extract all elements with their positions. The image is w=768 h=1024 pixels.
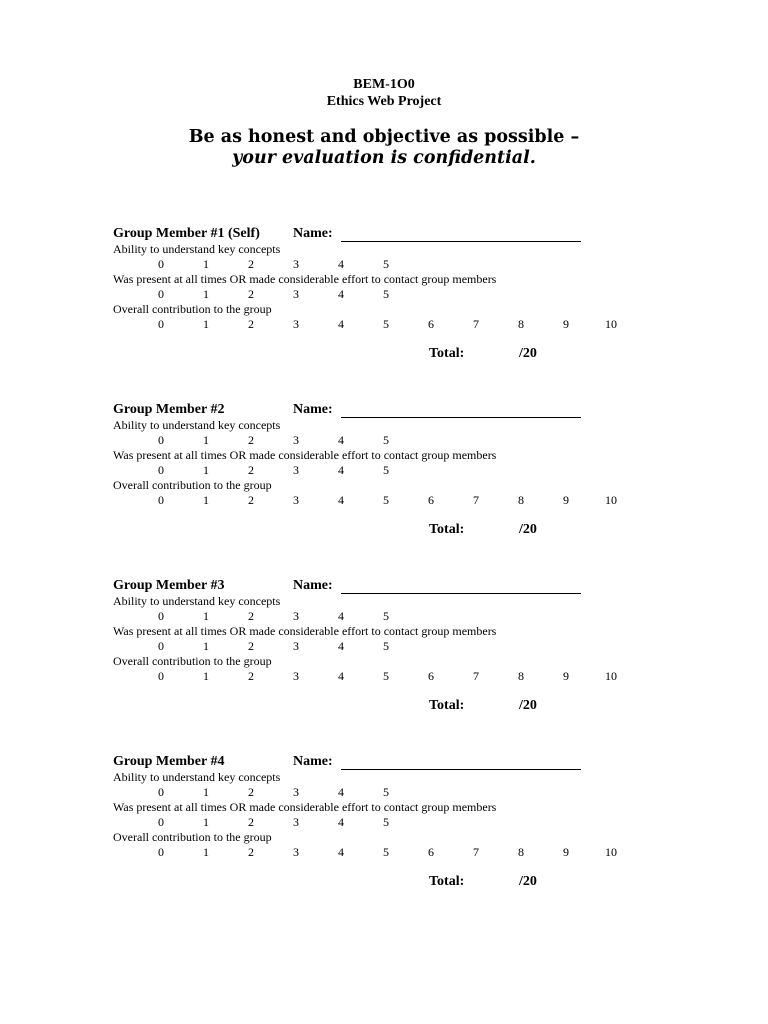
scale-option[interactable]: 5 (383, 669, 389, 683)
instruction-line-2: your evaluation is confidential. (232, 148, 536, 168)
scale-option[interactable]: 6 (428, 317, 434, 331)
scale-option[interactable]: 8 (518, 845, 524, 859)
scale-option[interactable]: 2 (248, 845, 254, 859)
scale-option[interactable]: 3 (293, 669, 299, 683)
member-section-3 (113, 578, 673, 728)
scale-option[interactable]: 9 (563, 845, 569, 859)
scale-option[interactable]: 4 (338, 669, 344, 683)
scale-option[interactable]: 8 (518, 317, 524, 331)
scale-option[interactable]: 1 (203, 845, 209, 859)
scale-option[interactable]: 3 (293, 287, 299, 301)
scale-option[interactable]: 2 (248, 785, 254, 799)
rating-scale (113, 815, 653, 829)
scale-option[interactable]: 0 (158, 287, 164, 301)
scale-option[interactable]: 4 (338, 317, 344, 331)
scale-option[interactable]: 4 (338, 433, 344, 447)
instruction-block (0, 127, 768, 169)
scale-option[interactable]: 10 (605, 669, 617, 683)
scale-option[interactable]: 0 (158, 463, 164, 477)
scale-option[interactable]: 2 (248, 815, 254, 829)
scale-option[interactable]: 6 (428, 669, 434, 683)
name-field[interactable] (341, 241, 581, 242)
instruction-line-1: Be as honest and objective as possible – (188, 127, 580, 147)
rating-scale (113, 845, 653, 859)
name-label: Name: (293, 578, 333, 593)
scale-option[interactable]: 3 (293, 463, 299, 477)
member-title: Group Member #3 (113, 578, 225, 593)
total-label: Total: (429, 346, 465, 361)
member-section-1 (113, 226, 673, 376)
total-label: Total: (429, 698, 465, 713)
scale-option[interactable]: 5 (383, 815, 389, 829)
scale-option[interactable]: 1 (203, 815, 209, 829)
scale-option[interactable]: 1 (203, 287, 209, 301)
scale-option[interactable]: 7 (473, 317, 479, 331)
criterion-label: Was present at all times OR made considerable effort to contact group members (113, 448, 497, 462)
criterion-label: Ability to understand key concepts (113, 418, 281, 432)
scale-option[interactable]: 2 (248, 287, 254, 301)
scale-option[interactable]: 3 (293, 433, 299, 447)
scale-option[interactable]: 9 (563, 669, 569, 683)
rating-scale (113, 463, 653, 477)
scale-option[interactable]: 2 (248, 493, 254, 507)
criterion-label: Overall contribution to the group (113, 302, 272, 316)
scale-option[interactable]: 3 (293, 845, 299, 859)
scale-option[interactable]: 0 (158, 785, 164, 799)
scale-option[interactable]: 4 (338, 785, 344, 799)
total-value: /20 (519, 698, 537, 713)
scale-option[interactable]: 5 (383, 287, 389, 301)
scale-option[interactable]: 1 (203, 639, 209, 653)
scale-option[interactable]: 8 (518, 669, 524, 683)
scale-option[interactable]: 3 (293, 815, 299, 829)
rating-scale (113, 287, 653, 301)
scale-option[interactable]: 5 (383, 433, 389, 447)
scale-option[interactable]: 2 (248, 639, 254, 653)
scale-option[interactable]: 4 (338, 639, 344, 653)
scale-option[interactable]: 4 (338, 493, 344, 507)
member-title: Group Member #1 (Self) (113, 226, 260, 241)
criterion-label: Was present at all times OR made considerable effort to contact group members (113, 272, 497, 286)
scale-option[interactable]: 7 (473, 669, 479, 683)
scale-option[interactable]: 0 (158, 669, 164, 683)
scale-option[interactable]: 4 (338, 257, 344, 271)
criterion-label: Overall contribution to the group (113, 654, 272, 668)
scale-option[interactable]: 4 (338, 463, 344, 477)
criterion-label: Ability to understand key concepts (113, 242, 281, 256)
rating-scale (113, 785, 653, 799)
course-code: BEM-1O0 (353, 77, 415, 92)
scale-option[interactable]: 5 (383, 785, 389, 799)
total-value: /20 (519, 346, 537, 361)
scale-option[interactable]: 3 (293, 257, 299, 271)
scale-option[interactable]: 4 (338, 845, 344, 859)
document-header (0, 76, 768, 110)
project-title: Ethics Web Project (326, 94, 442, 109)
name-label: Name: (293, 754, 333, 769)
scale-option[interactable]: 2 (248, 463, 254, 477)
scale-option[interactable]: 5 (383, 845, 389, 859)
name-label: Name: (293, 402, 333, 417)
scale-option[interactable]: 1 (203, 785, 209, 799)
criterion-label: Overall contribution to the group (113, 478, 272, 492)
name-label: Name: (293, 226, 333, 241)
scale-option[interactable]: 10 (605, 317, 617, 331)
scale-option[interactable]: 5 (383, 317, 389, 331)
scale-option[interactable]: 10 (605, 845, 617, 859)
scale-option[interactable]: 3 (293, 493, 299, 507)
rating-scale (113, 257, 653, 271)
rating-scale (113, 317, 653, 331)
scale-option[interactable]: 2 (248, 317, 254, 331)
member-title: Group Member #2 (113, 402, 225, 417)
scale-option[interactable]: 9 (563, 493, 569, 507)
criterion-label: Overall contribution to the group (113, 830, 272, 844)
name-field[interactable] (341, 593, 581, 594)
scale-option[interactable]: 0 (158, 639, 164, 653)
criterion-label: Ability to understand key concepts (113, 594, 281, 608)
scale-option[interactable]: 1 (203, 433, 209, 447)
name-field[interactable] (341, 769, 581, 770)
scale-option[interactable]: 0 (158, 845, 164, 859)
total-label: Total: (429, 522, 465, 537)
scale-option[interactable]: 10 (605, 493, 617, 507)
scale-option[interactable]: 3 (293, 785, 299, 799)
total-label: Total: (429, 874, 465, 889)
scale-option[interactable]: 5 (383, 639, 389, 653)
scale-option[interactable]: 3 (293, 317, 299, 331)
scale-option[interactable]: 5 (383, 609, 389, 623)
member-section-2 (113, 402, 673, 552)
total-value: /20 (519, 522, 537, 537)
scale-option[interactable]: 2 (248, 609, 254, 623)
scale-option[interactable]: 7 (473, 493, 479, 507)
scale-option[interactable]: 4 (338, 815, 344, 829)
criterion-label: Was present at all times OR made considerable effort to contact group members (113, 800, 497, 814)
scale-option[interactable]: 2 (248, 669, 254, 683)
scale-option[interactable]: 3 (293, 609, 299, 623)
criterion-label: Ability to understand key concepts (113, 770, 281, 784)
scale-option[interactable]: 3 (293, 639, 299, 653)
scale-option[interactable]: 2 (248, 257, 254, 271)
scale-option[interactable]: 1 (203, 609, 209, 623)
scale-option[interactable]: 6 (428, 493, 434, 507)
scale-option[interactable]: 0 (158, 433, 164, 447)
scale-option[interactable]: 4 (338, 609, 344, 623)
scale-option[interactable]: 6 (428, 845, 434, 859)
scale-option[interactable]: 8 (518, 493, 524, 507)
scale-option[interactable]: 0 (158, 317, 164, 331)
rating-scale (113, 609, 653, 623)
rating-scale (113, 493, 653, 507)
scale-option[interactable]: 1 (203, 257, 209, 271)
scale-option[interactable]: 0 (158, 609, 164, 623)
rating-scale (113, 639, 653, 653)
rating-scale (113, 669, 653, 683)
scale-option[interactable]: 7 (473, 845, 479, 859)
total-value: /20 (519, 874, 537, 889)
criterion-label: Was present at all times OR made considerable effort to contact group members (113, 624, 497, 638)
member-title: Group Member #4 (113, 754, 225, 769)
scale-option[interactable]: 0 (158, 493, 164, 507)
scale-option[interactable]: 5 (383, 493, 389, 507)
scale-option[interactable]: 4 (338, 287, 344, 301)
scale-option[interactable]: 1 (203, 669, 209, 683)
name-field[interactable] (341, 417, 581, 418)
scale-option[interactable]: 2 (248, 433, 254, 447)
scale-option[interactable]: 5 (383, 257, 389, 271)
scale-option[interactable]: 5 (383, 463, 389, 477)
rating-scale (113, 433, 653, 447)
scale-option[interactable]: 1 (203, 493, 209, 507)
scale-option[interactable]: 0 (158, 815, 164, 829)
scale-option[interactable]: 1 (203, 463, 209, 477)
scale-option[interactable]: 0 (158, 257, 164, 271)
member-section-4 (113, 754, 673, 904)
scale-option[interactable]: 9 (563, 317, 569, 331)
scale-option[interactable]: 1 (203, 317, 209, 331)
